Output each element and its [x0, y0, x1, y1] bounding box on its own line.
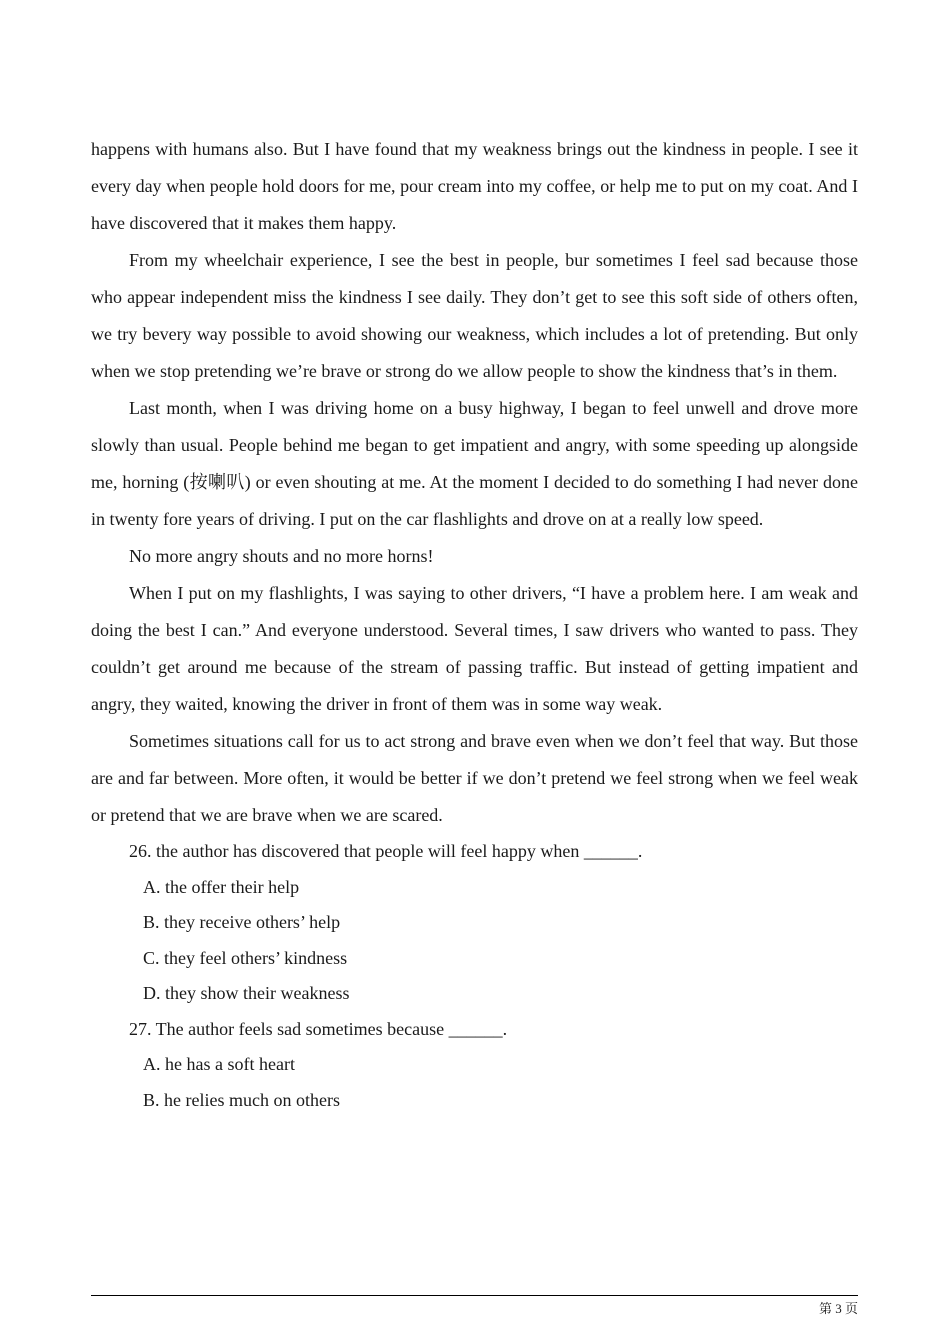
answer-option-b: B. they receive others’ help [143, 912, 341, 932]
answer-option-a: A. he has a soft heart [143, 1054, 295, 1074]
answer-option-b: B. he relies much on others [143, 1089, 340, 1110]
passage-paragraph: Sometimes situations call for us to act strong and brave even when we don’t feel that way. But those are and far between. More often, it would be better if we don’t pretend we feel strong when we feel weak or pretend that we are brave when we are scared. [91, 731, 858, 825]
passage-paragraph: No more angry shouts and no more horns! [129, 546, 434, 566]
passage-paragraph: Last month, when I was driving home on a busy highway, I began to feel unwell and drove more slowly than usual. People behind me began to get impatient and angry, with some speeding up alongside me, horning (按喇叭) or even shouting at me. At the moment I decided to do something I had never done in twenty fore years of driving. I put on the car flashlights and drove on at a really low speed. [91, 398, 858, 529]
answer-option-d: D. they show their weakness [143, 983, 350, 1003]
page-number: 第 3 页 [818, 1301, 858, 1316]
question-26 [91, 834, 858, 1012]
footer-divider [91, 1295, 858, 1296]
question-27 [91, 1012, 858, 1119]
passage-paragraph: When I put on my flashlights, I was saying to other drivers, “I have a problem here. I am weak and doing the best I can.” And everyone understood. Several times, I saw drivers who wanted to pass. They couldn’t get around me because of the stream of passing traffic. But instead of getting impatient and angry, they waited, knowing the driver in front of them was in some way weak. [91, 583, 858, 714]
answer-option-a: A. the offer their help [143, 876, 300, 897]
document-body [91, 131, 858, 1118]
passage-paragraph: From my wheelchair experience, I see the best in people, bur sometimes I feel sad because those who appear independent miss the kindness I see daily. They don’t get to see this soft side of others often, we try bevery way possible to avoid showing our weakness, which includes a lot of pretending. But only when we stop pretending we’re brave or strong do we allow people to show the kindness that’s in them. [91, 250, 858, 381]
question-stem: 26. the author has discovered that people will feel happy when ______. [129, 841, 643, 861]
answer-option-c: C. they feel others’ kindness [143, 947, 348, 968]
question-stem: 27. The author feels sad sometimes because ______. [129, 1018, 508, 1039]
passage-paragraph: happens with humans also. But I have found that my weakness brings out the kindness in people. I see it every day when people hold doors for me, pour cream into my coffee, or help me to put on my coat. And I have discovered that it makes them happy. [91, 139, 858, 233]
